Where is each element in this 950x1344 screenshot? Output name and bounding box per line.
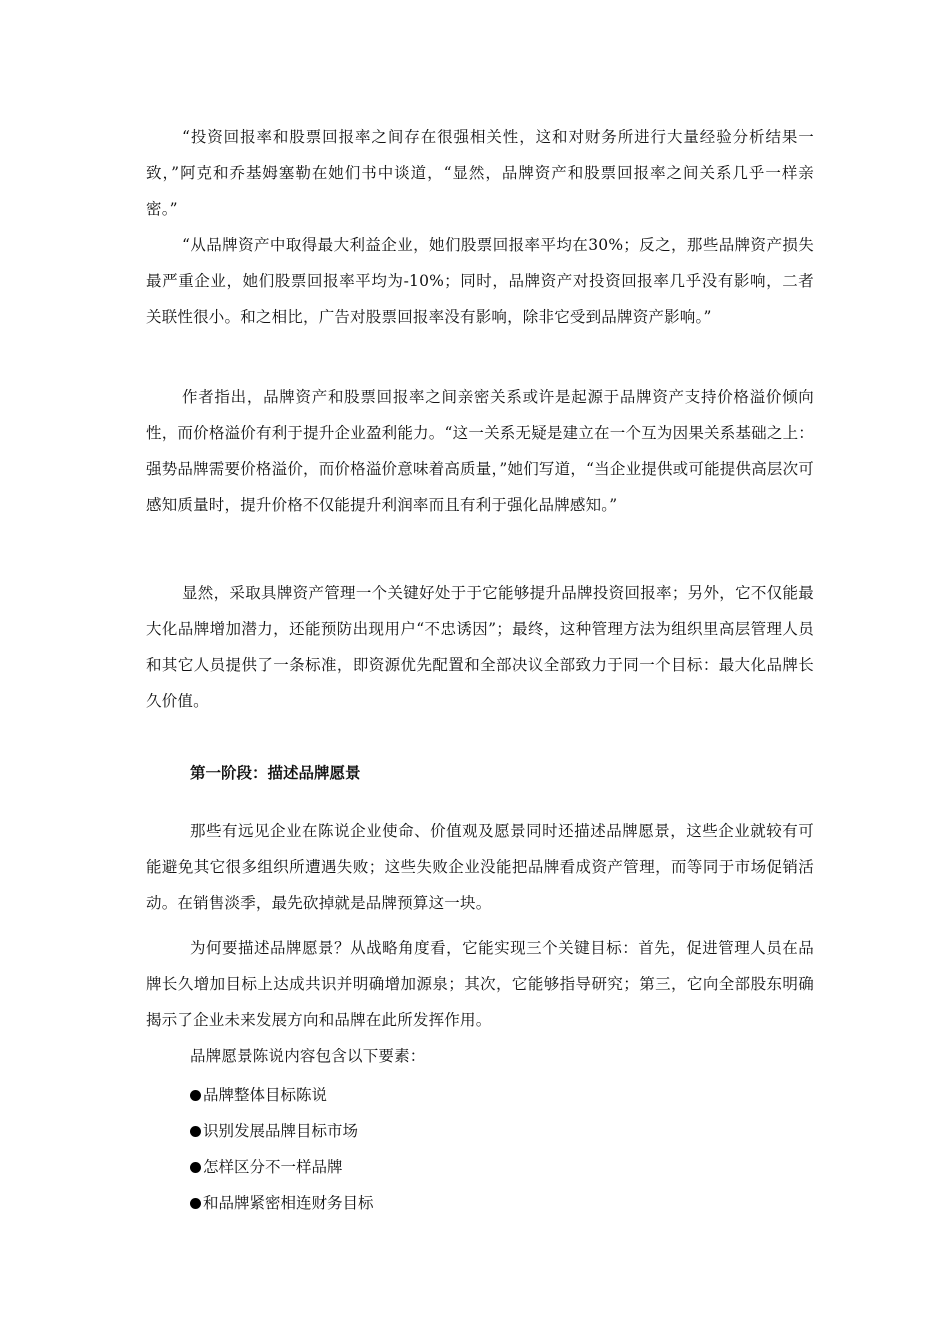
vision-elements-list	[190, 1077, 374, 1221]
paragraph-brand-asset-management: 显然，采取具牌资产管理一个关键好处于于它能够提升品牌投资回报率；另外，它不仅能最大化品牌增加潜力，还能预防出现用户“不忠诱因”；最终，这种管理方法为组织里高层管理人员和其它人员提供了一条标准，即资源优先配置和全部决议全部致力于同一个目标：最大化品牌长久价值。	[146, 584, 814, 710]
list-item-text: 识别发展品牌目标市场	[203, 1122, 359, 1140]
section-heading: 第一阶段：描述品牌愿景	[190, 764, 361, 782]
bullet-icon	[190, 1090, 201, 1101]
list-item-text: 品牌整体目标陈说	[203, 1086, 328, 1104]
list-item	[190, 1185, 374, 1221]
paragraph-price-premium: 作者指出，品牌资产和股票回报率之间亲密关系或许是起源于品牌资产支持价格溢价倾向性，而价格溢价有利于提升企业盈利能力。“这一关系无疑是建立在一个互为因果关系基础之上：强势品牌需要价格溢价，而价格溢价意味着高质量，”她们写道，“当企业提供或可能提供高层次可感知质量时，提升价格不仅能提升利润率而且有利于强化品牌感知。”	[146, 388, 814, 514]
paragraph-vision-elements-intro: 品牌愿景陈说内容包含以下要素：	[190, 1047, 426, 1065]
paragraph-stock-return: “从品牌资产中取得最大利益企业，她们股票回报率平均在30%；反之，那些品牌资产损失最严重企业，她们股票回报率平均为-10%；同时，品牌资产对投资回报率几乎没有影响，二者关联性很小。和之相比，广告对股票回报率没有影响，除非它受到品牌资产影响。”	[146, 236, 814, 326]
bullet-icon	[190, 1126, 201, 1137]
list-item	[190, 1149, 374, 1185]
bullet-icon	[190, 1198, 201, 1209]
list-item	[190, 1113, 374, 1149]
list-item	[190, 1077, 374, 1113]
list-item-text: 和品牌紧密相连财务目标	[203, 1194, 374, 1212]
paragraph-investment-correlation: “投资回报率和股票回报率之间存在很强相关性，这和对财务所进行大量经验分析结果一致，”阿克和乔基姆塞勒在她们书中谈道，“显然，品牌资产和股票回报率之间关系几乎一样亲密。”	[146, 128, 814, 218]
paragraph-visionary-companies: 那些有远见企业在陈说企业使命、价值观及愿景同时还描述品牌愿景，这些企业就较有可能避免其它很多组织所遭遇失败；这些失败企业没能把品牌看成资产管理，而等同于市场促销活动。在销售淡季，最先砍掉就是品牌预算这一块。	[146, 822, 814, 912]
list-item-text: 怎样区分不一样品牌	[203, 1158, 343, 1176]
bullet-icon	[190, 1162, 201, 1173]
paragraph-why-vision: 为何要描述品牌愿景？从战略角度看，它能实现三个关键目标：首先，促进管理人员在品牌长久增加目标上达成共识并明确增加源泉；其次，它能够指导研究；第三，它向全部股东明确揭示了企业未来发展方向和品牌在此所发挥作用。	[146, 939, 814, 1029]
